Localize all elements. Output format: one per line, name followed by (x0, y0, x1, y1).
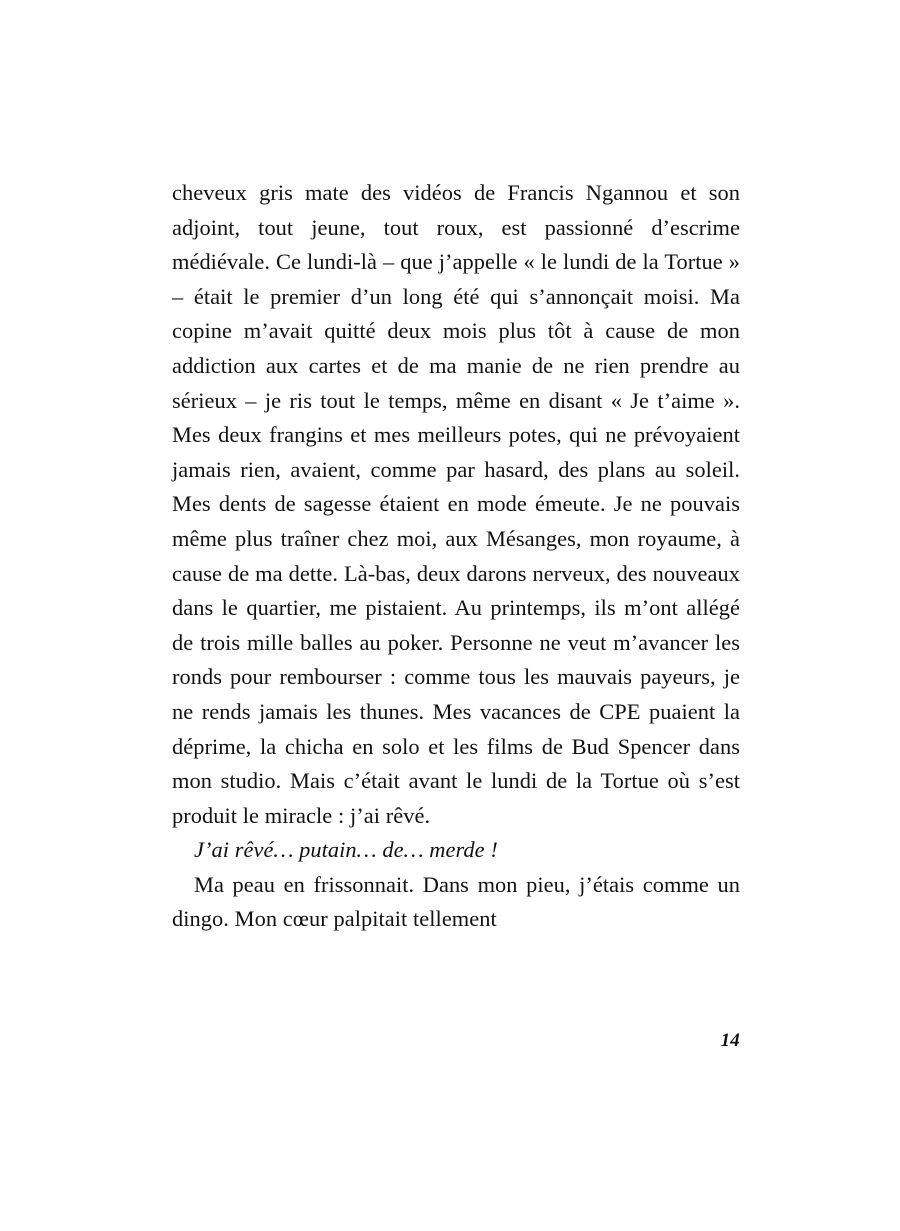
page-number: 14 (720, 1030, 740, 1051)
paragraph-continued: cheveux gris mate des vidéos de Francis Ngannou et son adjoint, tout jeune, tout roux, est passionné d’escrime médiévale. Ce lundi-là – que j’appelle « le lundi de la Tortue » – était le premier d’un long été qui s’annonçait moisi. Ma copine m’avait quitté deux mois plus tôt à cause de mon addiction aux cartes et de ma manie de ne rien prendre au sérieux – je ris tout le temps, même en disant « Je t’aime ». Mes deux frangins et mes meilleurs potes, qui ne prévoyaient jamais rien, avaient, comme par hasard, des plans au soleil. Mes dents de sagesse étaient en mode émeute. Je ne pouvais même plus traîner chez moi, aux Mésanges, mon royaume, à cause de ma dette. Là-bas, deux darons nerveux, des nouveaux dans le quartier, me pistaient. Au printemps, ils m’ont allégé de trois mille balles au poker. Personne ne veut m’avancer les ronds pour rembourser : comme tous les mauvais payeurs, je ne rends jamais les thunes. Mes vacances de CPE puaient la déprime, la chicha en solo et les films de Bud Spencer dans mon studio. Mais c’était avant le lundi de la Tortue où s’est produit le miracle : j’ai rêvé. (172, 180, 740, 828)
paragraph-italic-exclamation: J’ai rêvé… putain… de… merde ! (194, 837, 498, 863)
paragraph-final: Ma peau en frissonnait. Dans mon pieu, j’étais comme un dingo. Mon cœur palpitait tellement (172, 871, 740, 932)
text-block (172, 176, 740, 937)
